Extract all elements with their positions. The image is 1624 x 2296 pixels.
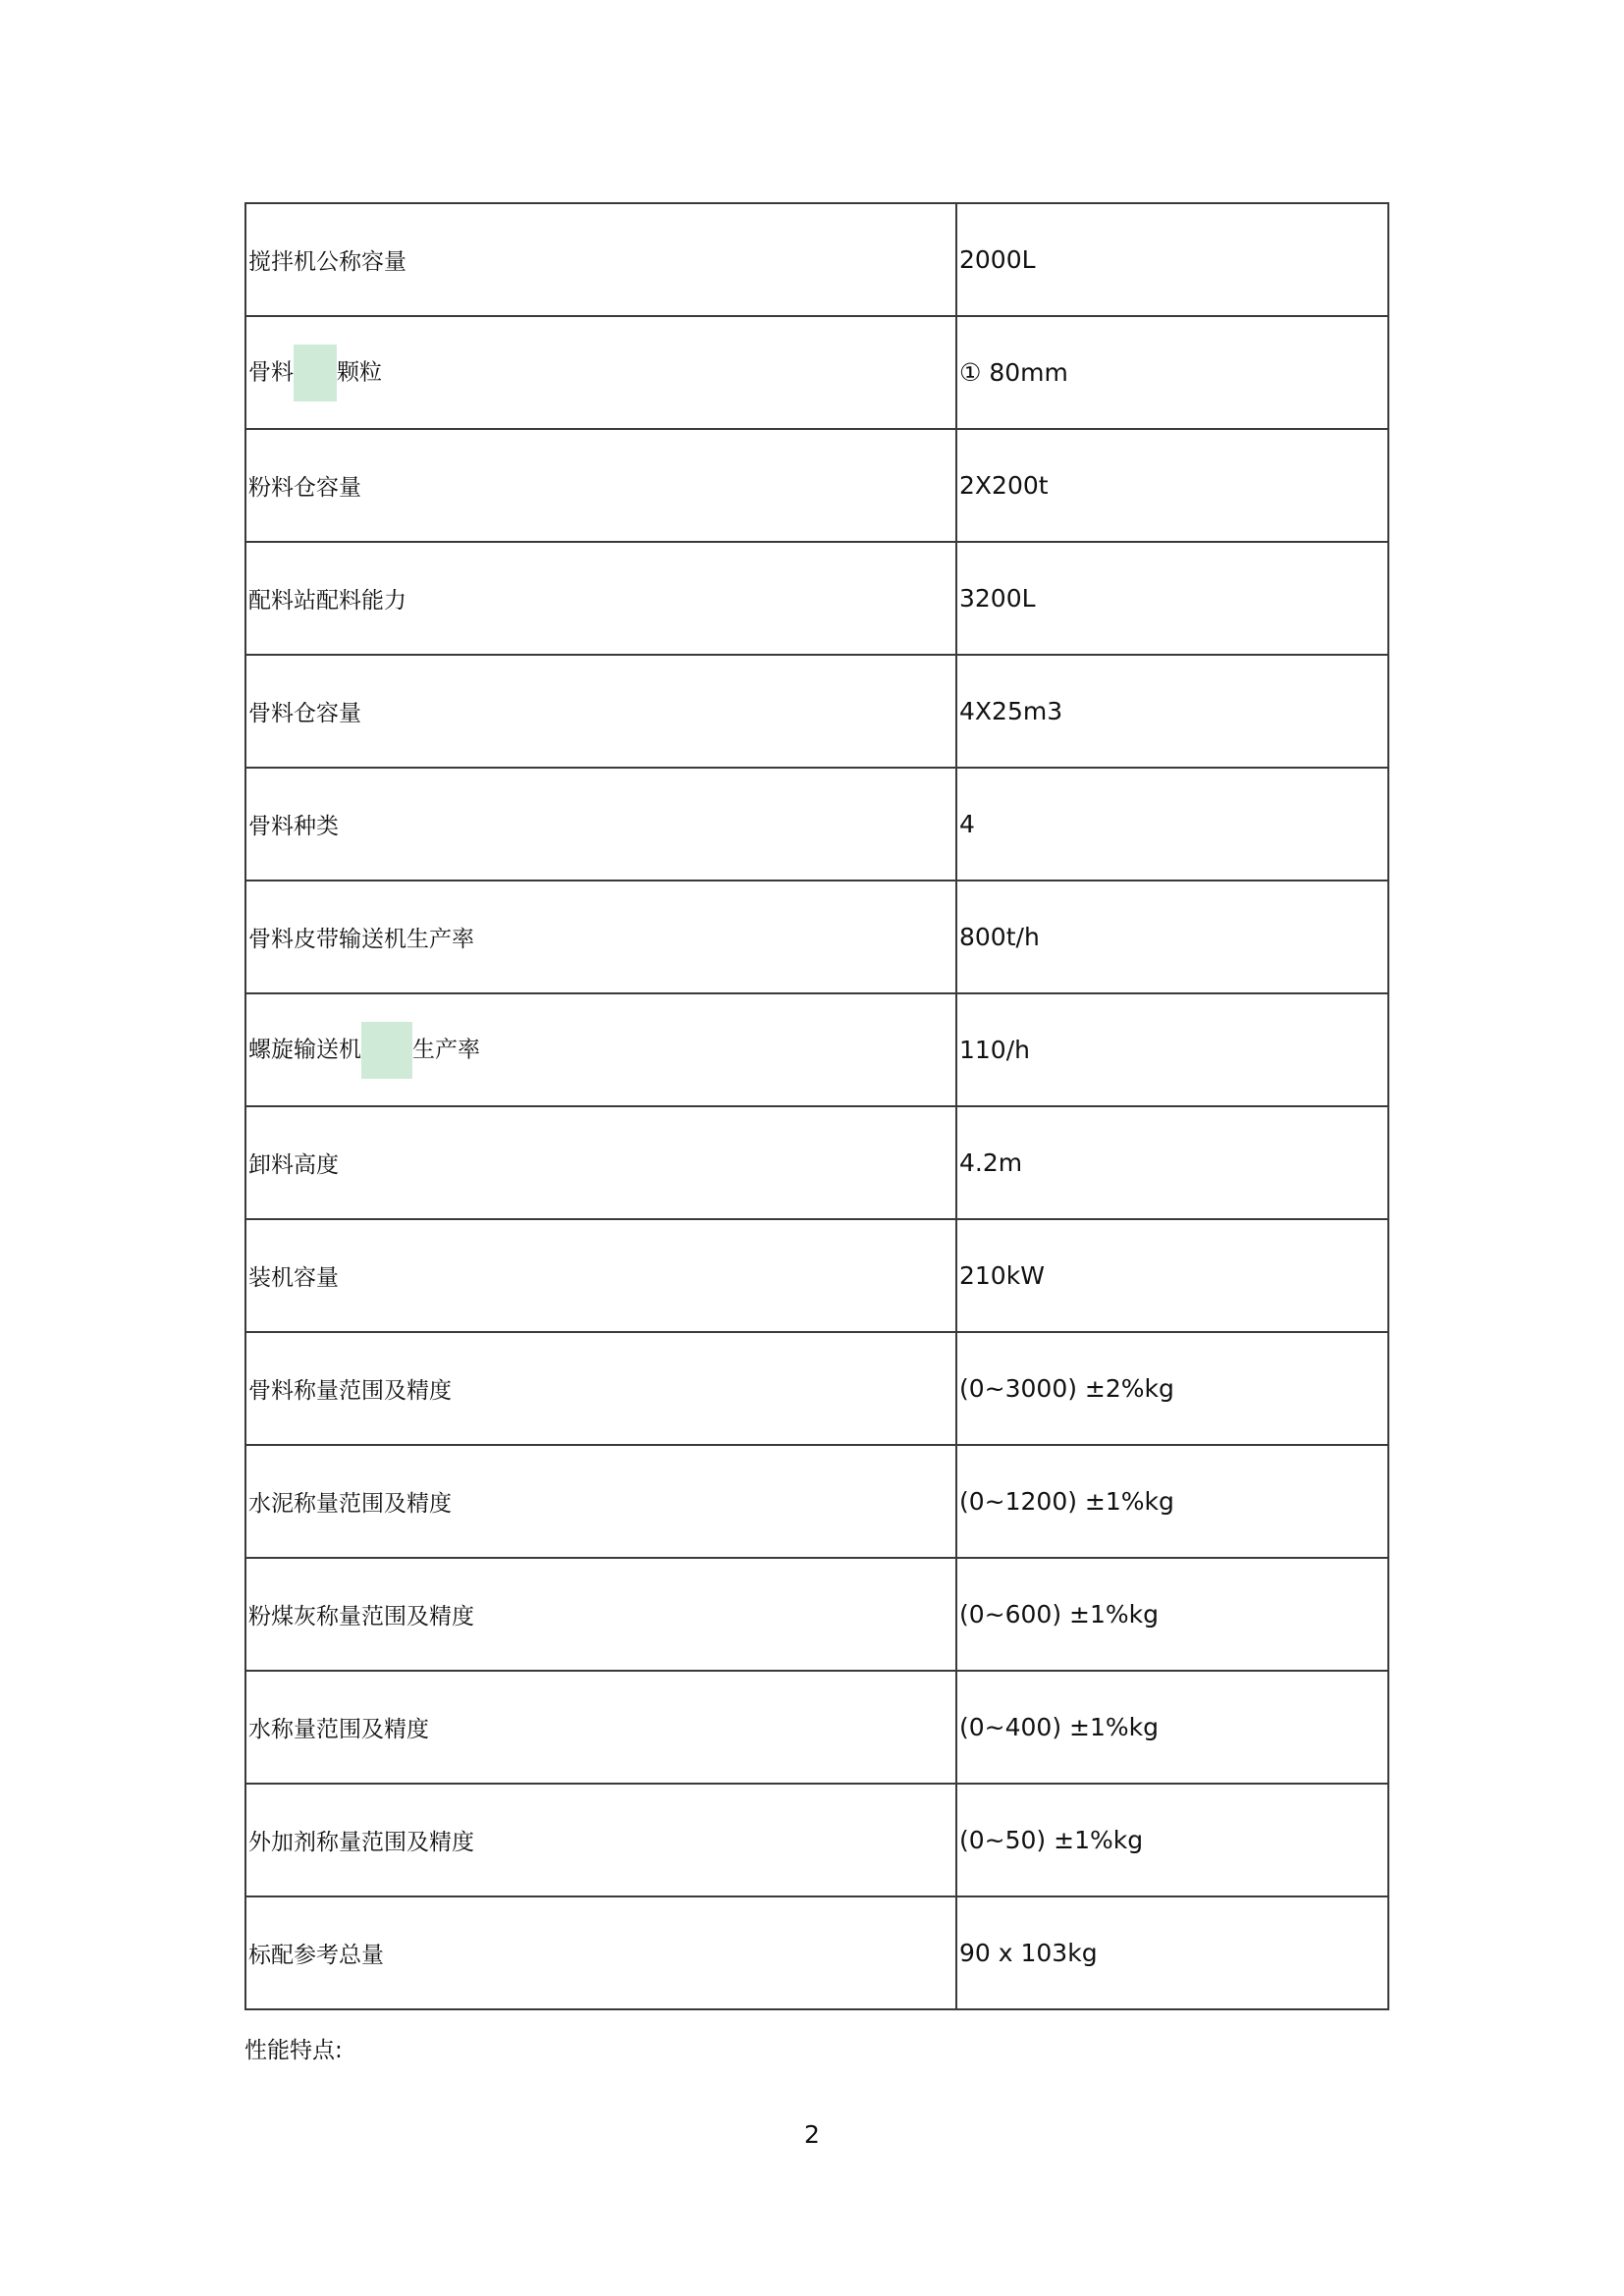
spec-label: 外加剂称量范围及精度 (245, 1784, 956, 1896)
spec-label-part: 颗粒 (337, 359, 382, 385)
spec-label: 搅拌机公称容量 (245, 203, 956, 316)
spec-label: 骨料种类 (245, 768, 956, 881)
spec-label (245, 316, 956, 429)
table-row (245, 655, 1388, 768)
spec-value: 4.2m (956, 1106, 1388, 1219)
spec-value: 110/h (956, 993, 1388, 1106)
table-row (245, 1784, 1388, 1896)
table-row (245, 316, 1388, 429)
spec-label-part: 螺旋输送机 (248, 1037, 361, 1062)
spec-value: 210kW (956, 1219, 1388, 1332)
table-row (245, 542, 1388, 655)
page-number: 2 (804, 2120, 820, 2149)
spec-label: 骨料皮带输送机生产率 (245, 881, 956, 993)
table-row (245, 1219, 1388, 1332)
table-row (245, 1558, 1388, 1671)
spec-value: 4X25m3 (956, 655, 1388, 768)
spec-value: 90 x 103kg (956, 1896, 1388, 2009)
table-row (245, 1896, 1388, 2009)
spec-label: 卸料高度 (245, 1106, 956, 1219)
spec-value: 3200L (956, 542, 1388, 655)
table-row (245, 881, 1388, 993)
section-heading: 性能特点: (244, 2038, 343, 2063)
spec-label: 标配参考总量 (245, 1896, 956, 2009)
spec-table (244, 202, 1389, 2010)
spec-label-part: 骨料 (248, 359, 294, 385)
spec-label: 水称量范围及精度 (245, 1671, 956, 1784)
spec-value: (0~3000) ±2%kg (956, 1332, 1388, 1445)
spec-value: ① 80mm (956, 316, 1388, 429)
redaction-mark (294, 345, 337, 401)
spec-value: 800t/h (956, 881, 1388, 993)
spec-label: 装机容量 (245, 1219, 956, 1332)
spec-label: 骨料称量范围及精度 (245, 1332, 956, 1445)
spec-value: (0~1200) ±1%kg (956, 1445, 1388, 1558)
spec-value: (0~400) ±1%kg (956, 1671, 1388, 1784)
spec-label: 配料站配料能力 (245, 542, 956, 655)
table-row (245, 1671, 1388, 1784)
table-row (245, 1106, 1388, 1219)
table-row (245, 993, 1388, 1106)
spec-value: 2000L (956, 203, 1388, 316)
redaction-mark (361, 1022, 412, 1079)
table-row (245, 768, 1388, 881)
table-row (245, 1332, 1388, 1445)
spec-value: (0~600) ±1%kg (956, 1558, 1388, 1671)
table-row (245, 1445, 1388, 1558)
spec-label: 骨料仓容量 (245, 655, 956, 768)
spec-label: 粉煤灰称量范围及精度 (245, 1558, 956, 1671)
spec-value: (0~50) ±1%kg (956, 1784, 1388, 1896)
spec-label (245, 993, 956, 1106)
spec-label: 粉料仓容量 (245, 429, 956, 542)
spec-label-part: 生产率 (412, 1037, 480, 1062)
spec-value: 2X200t (956, 429, 1388, 542)
spec-value: 4 (956, 768, 1388, 881)
table-row (245, 203, 1388, 316)
table-row (245, 429, 1388, 542)
spec-label: 水泥称量范围及精度 (245, 1445, 956, 1558)
